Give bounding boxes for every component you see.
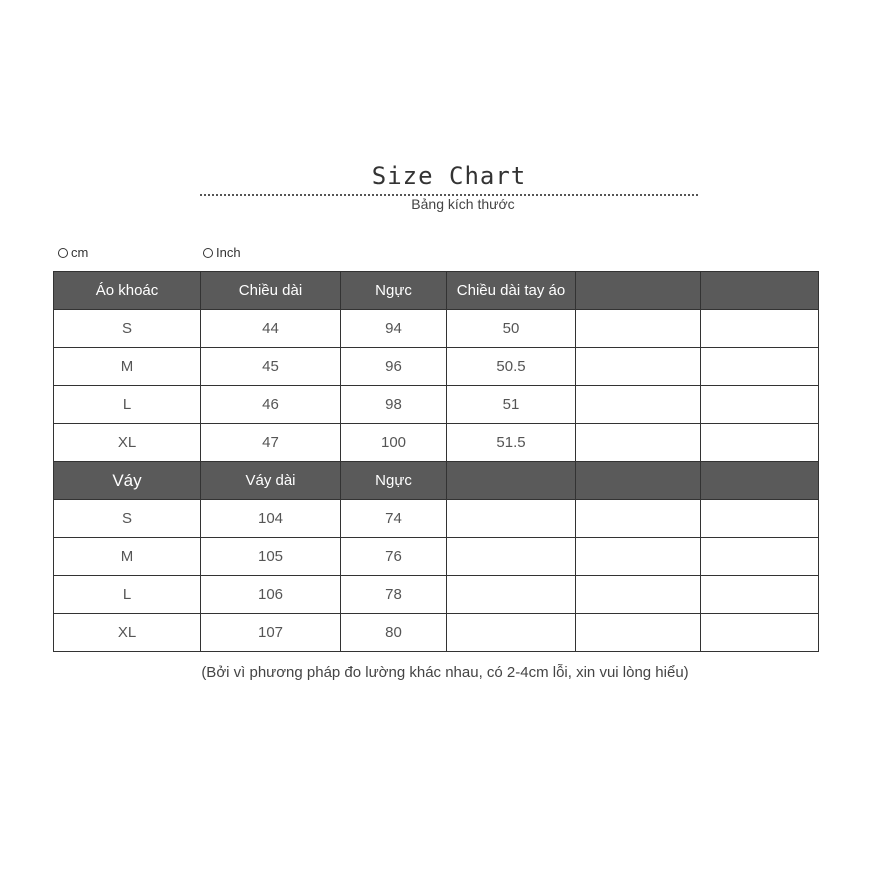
table-row (54, 348, 819, 386)
table-cell (701, 538, 819, 576)
table-cell: 94 (341, 310, 447, 348)
header-cell (447, 462, 576, 500)
table-cell: 44 (201, 310, 341, 348)
table-cell: 104 (201, 500, 341, 538)
table-cell: 51 (447, 386, 576, 424)
table-cell: 100 (341, 424, 447, 462)
jacket-header-row (54, 272, 819, 310)
table-cell (576, 538, 701, 576)
table-cell (701, 386, 819, 424)
header-cell: Ngực (341, 272, 447, 310)
radio-icon (203, 248, 213, 258)
table-cell (576, 424, 701, 462)
table-cell: L (54, 386, 201, 424)
table-cell (447, 538, 576, 576)
dress-header-row (54, 462, 819, 500)
header-cell (701, 272, 819, 310)
table-cell (701, 500, 819, 538)
table-cell: 107 (201, 614, 341, 652)
chart-subtitle: Bảng kích thước (411, 196, 515, 212)
table-cell: 46 (201, 386, 341, 424)
table-cell: 96 (341, 348, 447, 386)
table-cell: 98 (341, 386, 447, 424)
table-cell (576, 576, 701, 614)
table-cell (576, 500, 701, 538)
table-cell: S (54, 310, 201, 348)
header-cell: Ngực (341, 462, 447, 500)
header-cell: Váy (54, 462, 201, 500)
table-cell (701, 614, 819, 652)
table-row (54, 576, 819, 614)
table-cell (576, 348, 701, 386)
unit-label-cm: cm (71, 245, 89, 260)
table-cell: L (54, 576, 201, 614)
chart-title: Size Chart (371, 162, 527, 190)
table-cell: 78 (341, 576, 447, 614)
table-cell (447, 576, 576, 614)
table-cell (701, 576, 819, 614)
size-table (53, 271, 819, 652)
unit-option-inch[interactable] (203, 245, 241, 260)
table-cell (701, 310, 819, 348)
table-cell: 80 (341, 614, 447, 652)
table-row (54, 386, 819, 424)
table-cell: 105 (201, 538, 341, 576)
header-cell: Váy dài (201, 462, 341, 500)
unit-label-inch: Inch (216, 245, 241, 260)
table-cell (576, 310, 701, 348)
table-cell: M (54, 348, 201, 386)
header-cell (576, 462, 701, 500)
table-cell: 45 (201, 348, 341, 386)
table-row (54, 500, 819, 538)
unit-option-cm[interactable] (58, 245, 88, 260)
header-cell (701, 462, 819, 500)
header-cell: Chiều dài (201, 272, 341, 310)
header-cell: Chiều dài tay áo (447, 272, 576, 310)
table-cell (447, 500, 576, 538)
table-row (54, 614, 819, 652)
measurement-note: (Bởi vì phương pháp đo lường khác nhau, có 2-4cm lỗi, xin vui lòng hiểu) (201, 664, 689, 681)
table-cell: XL (54, 424, 201, 462)
table-row (54, 538, 819, 576)
table-cell (576, 386, 701, 424)
table-cell (447, 614, 576, 652)
table-cell: 50.5 (447, 348, 576, 386)
table-cell: 76 (341, 538, 447, 576)
table-cell (701, 348, 819, 386)
table-cell: XL (54, 614, 201, 652)
table-cell (701, 424, 819, 462)
table-cell: S (54, 500, 201, 538)
header-cell (576, 272, 701, 310)
table-cell: 106 (201, 576, 341, 614)
table-cell: 74 (341, 500, 447, 538)
table-cell: M (54, 538, 201, 576)
table-cell: 51.5 (447, 424, 576, 462)
table-cell (576, 614, 701, 652)
header-cell: Áo khoác (54, 272, 201, 310)
radio-icon (58, 248, 68, 258)
table-row (54, 424, 819, 462)
table-cell: 50 (447, 310, 576, 348)
table-cell: 47 (201, 424, 341, 462)
table-row (54, 310, 819, 348)
